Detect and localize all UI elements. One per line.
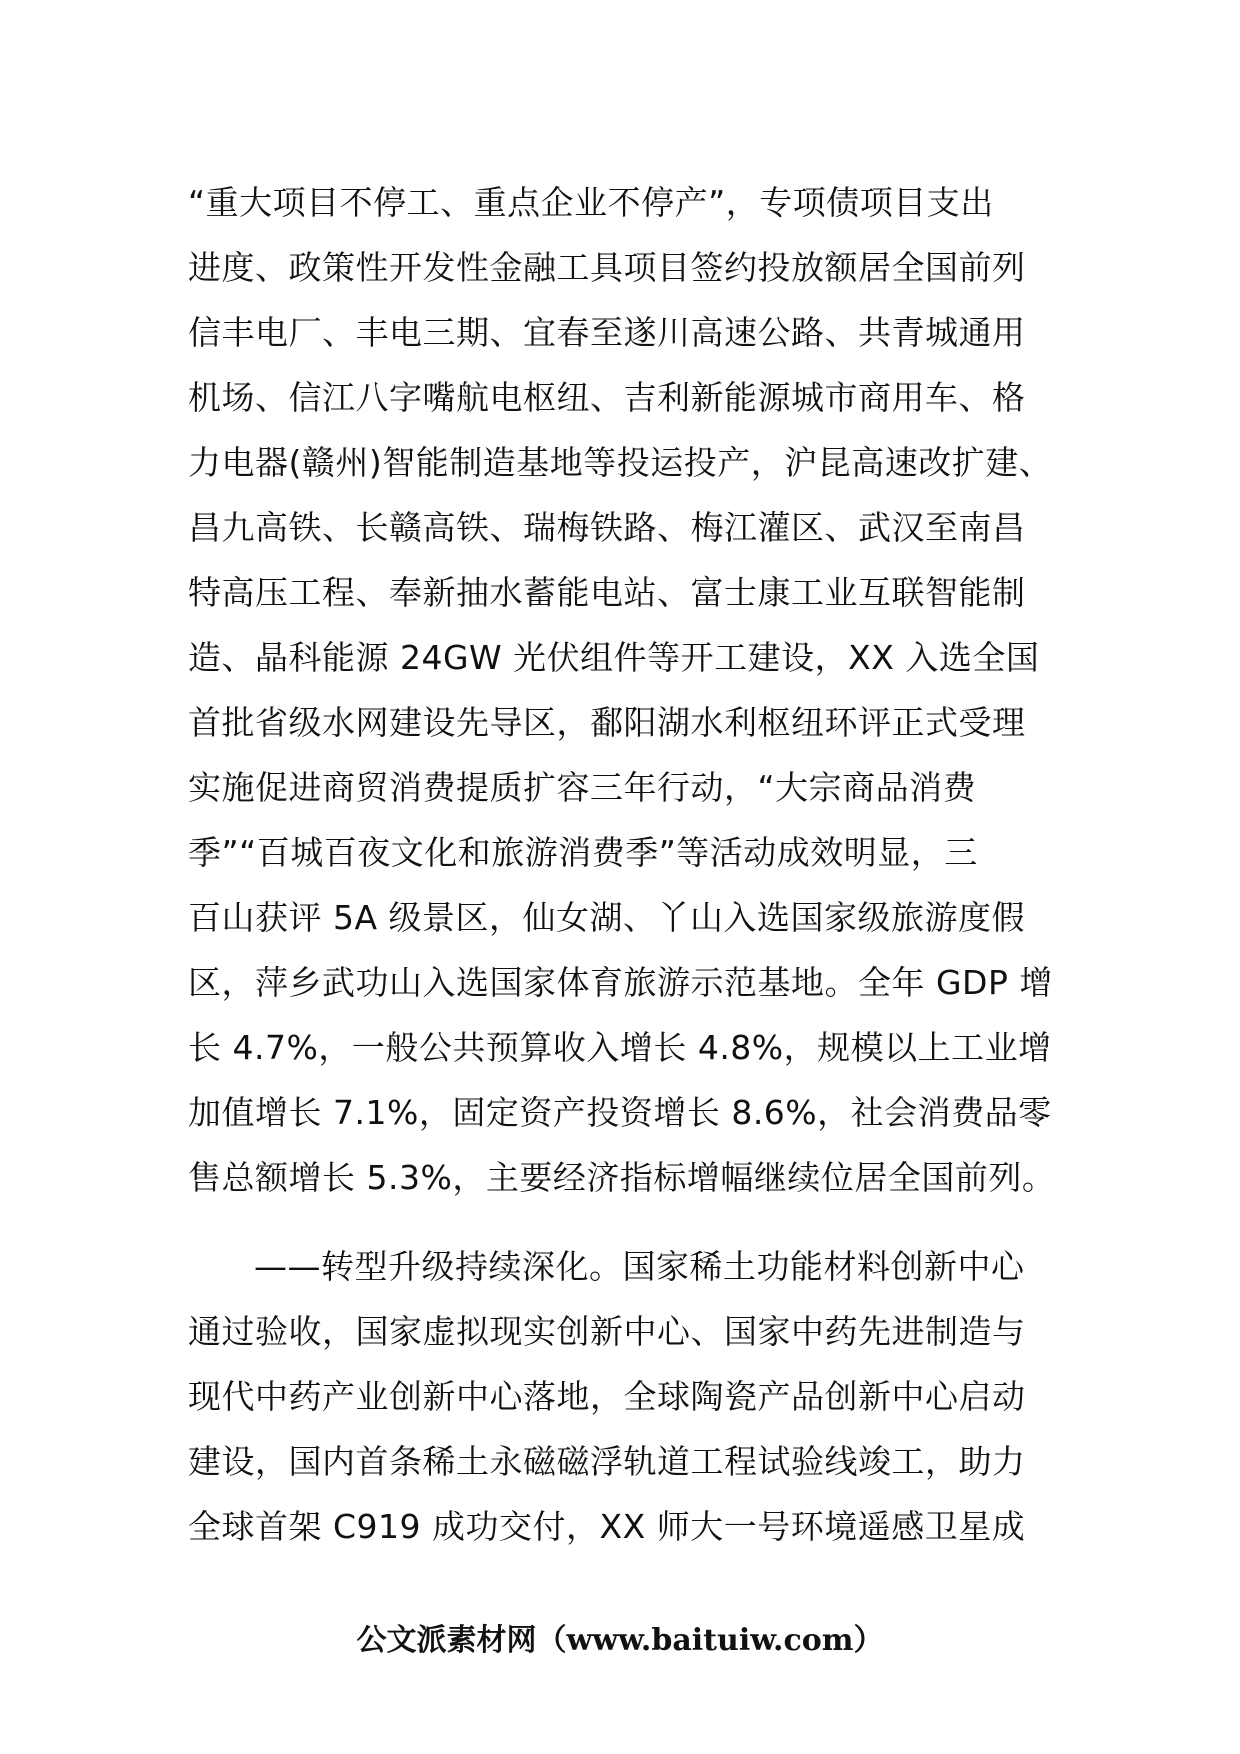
- text-line: 区，萍乡武功山入选国家体育旅游示范基地。全年 GDP 增: [188, 963, 1053, 1002]
- text-line: 建设，国内首条稀土永磁磁浮轨道工程试验线竣工，助力: [188, 1442, 1026, 1481]
- paragraph-1: [188, 170, 1068, 1210]
- text-line: 百山获评 5A 级景区，仙女湖、丫山入选国家级旅游度假: [188, 898, 1026, 937]
- text-line: 加值增长 7.1%，固定资产投资增长 8.6%，社会消费品零: [188, 1093, 1052, 1132]
- text-line: 全球首架 C919 成功交付，XX 师大一号环境遥感卫星成: [188, 1507, 1026, 1546]
- text-line: 通过验收，国家虚拟现实创新中心、国家中药先进制造与: [188, 1312, 1026, 1351]
- text-line: 实施促进商贸消费提质扩容三年行动，“大宗商品消费: [188, 768, 977, 807]
- paragraph-2: [188, 1234, 1068, 1559]
- text-line: 信丰电厂、丰电三期、宜春至遂川高速公路、共青城通用: [188, 313, 1026, 352]
- text-line: “重大项目不停工、重点企业不停产”，专项债项目支出: [188, 183, 994, 222]
- text-line: 售总额增长 5.3%，主要经济指标增幅继续位居全国前列。: [188, 1158, 1056, 1197]
- text-line: 进度、政策性开发性金融工具项目签约投放额居全国前列: [188, 248, 1026, 287]
- text-line: 长 4.7%，一般公共预算收入增长 4.8%，规模以上工业增: [188, 1028, 1052, 1067]
- paragraph-gap: [188, 1210, 1068, 1234]
- text-line: 特高压工程、奉新抽水蓄能电站、富士康工业互联智能制: [188, 573, 1026, 612]
- document-body: [188, 170, 1068, 1559]
- text-line: 机场、信江八字嘴航电枢纽、吉利新能源城市商用车、格: [188, 378, 1026, 417]
- text-line: 昌九高铁、长赣高铁、瑞梅铁路、梅江灌区、武汉至南昌: [188, 508, 1026, 547]
- text-line: 现代中药产业创新中心落地，全球陶瓷产品创新中心启动: [188, 1377, 1026, 1416]
- footer-watermark: 公文派素材网（www.baituiw.com）: [356, 1623, 884, 1658]
- text-line: 力电器(赣州)智能制造基地等投运投产，沪昆高速改扩建、: [188, 443, 1053, 482]
- text-line: ——转型升级持续深化。国家稀土功能材料创新中心: [254, 1247, 1025, 1286]
- text-line: 季”“百城百夜文化和旅游消费季”等活动成效明显，三: [188, 833, 978, 872]
- text-line: 首批省级水网建设先导区，鄱阳湖水利枢纽环评正式受理: [188, 703, 1026, 742]
- text-line: 造、晶科能源 24GW 光伏组件等开工建设，XX 入选全国: [188, 638, 1040, 677]
